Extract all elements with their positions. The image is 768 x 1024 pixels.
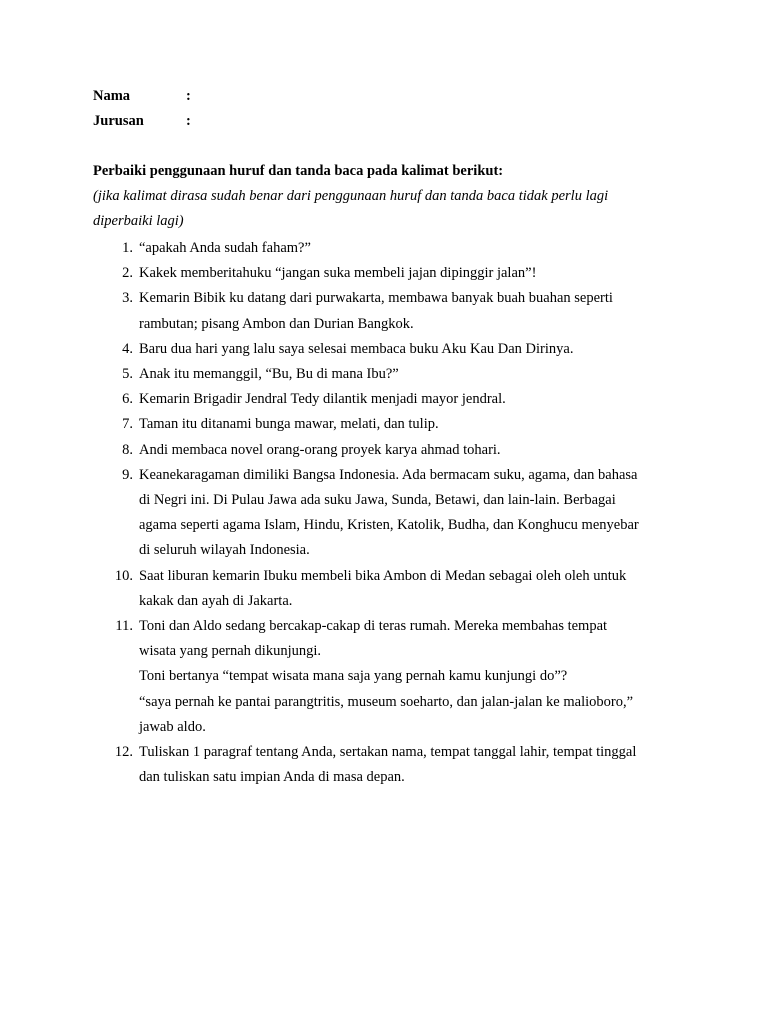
question-text — [139, 286, 679, 336]
note-line: diperbaiki lagi) — [93, 213, 184, 229]
question-number: 12. — [114, 744, 133, 761]
question-item — [0, 236, 768, 261]
question-text — [139, 412, 679, 437]
question-line: Saat liburan kemarin Ibuku membeli bika Ambon di Medan sebagai oleh oleh untuk — [139, 567, 627, 584]
question-text — [139, 387, 679, 412]
question-item — [0, 740, 768, 790]
question-line: “saya pernah ke pantai parangtritis, museum soeharto, dan jalan-jalan ke malioboro,” — [139, 693, 634, 710]
question-number: 7. — [122, 416, 133, 433]
question-line: di seluruh wilayah Indonesia. — [139, 542, 310, 559]
question-item — [0, 286, 768, 336]
question-line: Keanekaragaman dimiliki Bangsa Indonesia. Ada bermacam suku, agama, dan bahasa — [139, 466, 638, 483]
question-item — [0, 387, 768, 412]
question-line: agama seperti agama Islam, Hindu, Kristen, Katolik, Budha, dan Konghucu menyebar — [139, 517, 639, 534]
question-item — [0, 614, 768, 740]
question-line: Toni dan Aldo sedang bercakap-cakap di teras rumah. Mereka membahas tempat — [139, 618, 608, 635]
question-line: wisata yang pernah dikunjungi. — [139, 643, 322, 660]
question-text — [139, 236, 679, 261]
question-number: 8. — [122, 441, 133, 458]
question-item — [0, 261, 768, 286]
question-line: dan tuliskan satu impian Anda di masa depan. — [139, 769, 405, 786]
question-line: Kakek memberitahuku “jangan suka membeli jajan dipinggir jalan”! — [139, 265, 537, 282]
question-item — [0, 564, 768, 614]
question-number: 2. — [122, 265, 133, 282]
question-line: kakak dan ayah di Jakarta. — [139, 592, 293, 609]
question-number: 5. — [122, 366, 133, 383]
question-number: 1. — [122, 240, 133, 256]
question-number: 4. — [122, 340, 133, 357]
question-line: Tuliskan 1 paragraf tentang Anda, sertakan nama, tempat tanggal lahir, tempat tinggal — [139, 744, 637, 761]
question-line: jawab aldo. — [139, 718, 206, 735]
question-text — [139, 463, 679, 564]
question-line: “apakah Anda sudah faham?” — [139, 240, 311, 256]
question-item — [0, 438, 768, 463]
question-text — [139, 362, 679, 387]
name-colon: : — [186, 88, 191, 104]
question-text — [139, 740, 679, 790]
question-number: 11. — [115, 618, 133, 635]
major-field-row — [93, 111, 191, 131]
question-line: di Negri ini. Di Pulau Jawa ada suku Jawa, Sunda, Betawi, dan lain-lain. Berbagai — [139, 492, 616, 509]
question-item — [0, 337, 768, 362]
major-label: Jurusan — [93, 113, 144, 129]
question-line: Baru dua hari yang lalu saya selesai membaca buku Aku Kau Dan Dirinya. — [139, 340, 574, 357]
instruction-note — [93, 184, 673, 234]
question-line: Anak itu memanggil, “Bu, Bu di mana Ibu?” — [139, 366, 399, 383]
question-number: 6. — [122, 391, 133, 408]
question-line: rambutan; pisang Ambon dan Durian Bangkok. — [139, 315, 414, 332]
major-colon: : — [186, 113, 191, 129]
question-line: Andi membaca novel orang-orang proyek karya ahmad tohari. — [139, 441, 501, 458]
question-item — [0, 412, 768, 437]
note-line: (jika kalimat dirasa sudah benar dari penggunaan huruf dan tanda baca tidak perlu lagi — [93, 188, 609, 204]
question-text — [139, 261, 679, 286]
question-list — [0, 236, 768, 790]
question-text — [139, 564, 679, 614]
question-number: 9. — [122, 466, 133, 483]
question-text — [139, 337, 679, 362]
question-item — [0, 463, 768, 564]
question-number: 10. — [114, 567, 133, 584]
instruction-title: Perbaiki penggunaan huruf dan tanda baca pada kalimat berikut: — [93, 163, 504, 179]
question-number: 3. — [122, 290, 133, 307]
question-line: Kemarin Bibik ku datang dari purwakarta, membawa banyak buah buahan seperti — [139, 290, 613, 307]
question-line: Toni bertanya “tempat wisata mana saja yang pernah kamu kunjungi do”? — [139, 668, 568, 685]
name-field-row — [93, 86, 191, 106]
name-label: Nama — [93, 88, 131, 104]
question-item — [0, 362, 768, 387]
question-line: Taman itu ditanami bunga mawar, melati, dan tulip. — [139, 416, 439, 433]
question-line: Kemarin Brigadir Jendral Tedy dilantik menjadi mayor jendral. — [139, 391, 506, 408]
question-text — [139, 614, 679, 740]
question-text — [139, 438, 679, 463]
